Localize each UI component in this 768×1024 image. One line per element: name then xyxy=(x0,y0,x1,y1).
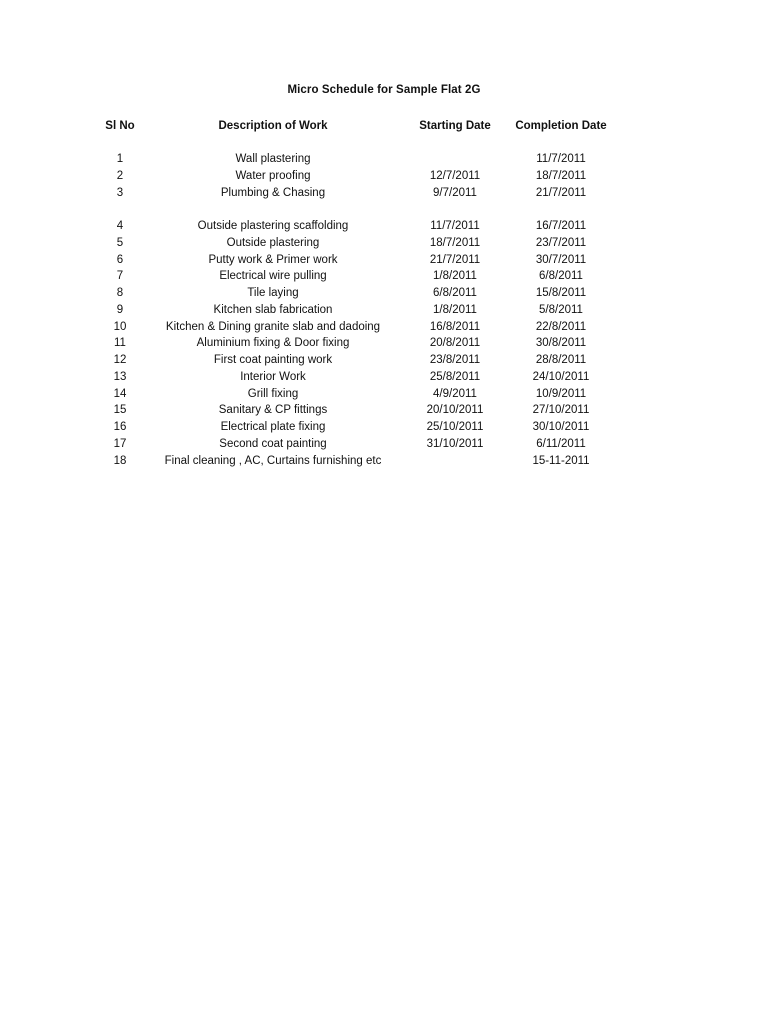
row-completion-date: 15-11-2011 xyxy=(532,454,590,467)
row-description: Second coat painting xyxy=(219,437,327,450)
row-start-date: 11/7/2011 xyxy=(430,220,480,232)
row-completion-date: 22/8/2011 xyxy=(535,320,587,333)
row-completion-date: 11/7/2011 xyxy=(536,153,586,165)
row-sl-no: 2 xyxy=(116,169,124,182)
header-sl-no: Sl No xyxy=(105,120,135,132)
row-start-date: 12/7/2011 xyxy=(429,169,481,182)
row-completion-date: 6/8/2011 xyxy=(539,270,583,283)
row-description: Kitchen & Dining granite slab and dadoing xyxy=(165,320,381,333)
header-start-date: Starting Date xyxy=(419,120,491,132)
row-completion-date: 23/7/2011 xyxy=(535,236,587,249)
row-description: Water proofing xyxy=(235,169,311,182)
row-start-date: 31/10/2011 xyxy=(426,437,484,450)
row-completion-date: 15/8/2011 xyxy=(535,287,587,299)
row-sl-no: 16 xyxy=(113,421,127,433)
row-completion-date: 21/7/2011 xyxy=(535,186,587,199)
row-start-date: 25/8/2011 xyxy=(429,370,481,383)
row-completion-date: 27/10/2011 xyxy=(532,404,590,417)
header-description: Description of Work xyxy=(218,120,328,132)
row-completion-date: 10/9/2011 xyxy=(535,387,587,400)
row-start-date: 4/9/2011 xyxy=(433,387,477,400)
row-completion-date: 30/8/2011 xyxy=(535,337,587,350)
row-start-date: 1/8/2011 xyxy=(433,303,477,316)
row-sl-no: 5 xyxy=(116,236,124,249)
row-description: Outside plastering scaffolding xyxy=(197,220,349,232)
row-description: Tile laying xyxy=(247,287,299,299)
row-sl-no: 18 xyxy=(113,454,127,467)
row-start-date: 25/10/2011 xyxy=(426,421,484,433)
row-sl-no: 17 xyxy=(113,437,127,450)
row-completion-date: 18/7/2011 xyxy=(535,169,587,182)
row-sl-no: 3 xyxy=(116,186,124,199)
row-start-date: 18/7/2011 xyxy=(429,236,481,249)
row-description: Sanitary & CP fittings xyxy=(218,404,328,417)
row-completion-date: 30/7/2011 xyxy=(535,253,587,266)
row-description: Kitchen slab fabrication xyxy=(213,303,333,316)
row-start-date: 21/7/2011 xyxy=(429,253,481,266)
row-sl-no: 9 xyxy=(116,303,124,316)
row-completion-date: 24/10/2011 xyxy=(532,370,590,383)
row-sl-no: 1 xyxy=(116,153,124,165)
row-description: Final cleaning , AC, Curtains furnishing etc xyxy=(164,454,382,467)
row-description: Electrical plate fixing xyxy=(220,421,326,433)
row-description: Aluminium fixing & Door fixing xyxy=(196,337,350,350)
row-sl-no: 4 xyxy=(116,220,124,232)
row-sl-no: 6 xyxy=(116,253,124,266)
row-sl-no: 15 xyxy=(113,404,127,417)
row-description: Grill fixing xyxy=(247,387,299,400)
row-start-date: 20/10/2011 xyxy=(426,404,484,417)
row-sl-no: 12 xyxy=(113,354,127,366)
row-sl-no: 13 xyxy=(113,370,127,383)
row-start-date: 23/8/2011 xyxy=(429,354,481,366)
row-description: Plumbing & Chasing xyxy=(220,186,326,199)
row-sl-no: 10 xyxy=(113,320,127,333)
row-start-date: 1/8/2011 xyxy=(433,270,477,283)
row-completion-date: 6/11/2011 xyxy=(536,437,586,450)
row-description: Wall plastering xyxy=(235,153,311,165)
document-title: Micro Schedule for Sample Flat 2G xyxy=(287,84,481,96)
row-start-date: 16/8/2011 xyxy=(429,320,481,333)
row-description: First coat painting work xyxy=(213,354,333,366)
row-sl-no: 7 xyxy=(116,270,124,283)
row-sl-no: 11 xyxy=(114,337,126,350)
row-completion-date: 5/8/2011 xyxy=(539,303,583,316)
row-description: Electrical wire pulling xyxy=(219,270,327,283)
row-sl-no: 14 xyxy=(113,387,127,400)
row-sl-no: 8 xyxy=(116,287,124,299)
row-completion-date: 28/8/2011 xyxy=(535,354,587,366)
row-description: Outside plastering xyxy=(226,236,320,249)
row-start-date: 6/8/2011 xyxy=(433,287,477,299)
header-completion-date: Completion Date xyxy=(515,120,607,132)
row-completion-date: 16/7/2011 xyxy=(535,220,587,232)
row-start-date: 20/8/2011 xyxy=(429,337,481,350)
row-description: Putty work & Primer work xyxy=(208,253,338,266)
row-description: Interior Work xyxy=(240,370,306,383)
row-completion-date: 30/10/2011 xyxy=(532,421,590,433)
row-start-date: 9/7/2011 xyxy=(433,186,477,199)
